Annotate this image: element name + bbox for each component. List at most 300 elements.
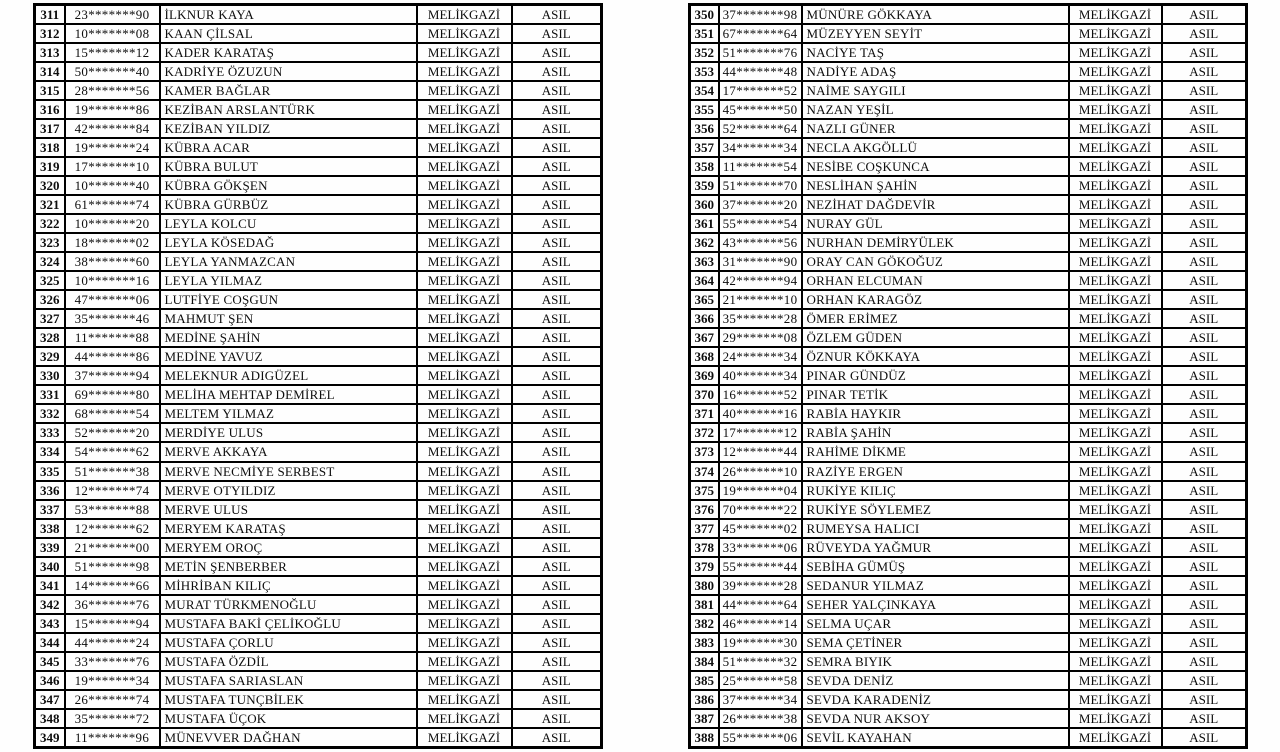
cell-masked-id: 21*******00 bbox=[65, 538, 160, 557]
cell-status: ASIL bbox=[1162, 671, 1247, 690]
cell-district: MELİKGAZİ bbox=[1069, 423, 1162, 442]
cell-status: ASIL bbox=[1162, 233, 1247, 252]
cell-masked-id: 45*******02 bbox=[719, 519, 802, 538]
cell-district: MELİKGAZİ bbox=[417, 576, 512, 595]
cell-district: MELİKGAZİ bbox=[417, 100, 512, 119]
cell-full-name: RABİA ŞAHİN bbox=[802, 423, 1069, 442]
cell-full-name: ÖMER ERİMEZ bbox=[802, 309, 1069, 328]
table-row bbox=[35, 24, 602, 43]
cell-masked-id: 26*******10 bbox=[719, 462, 802, 481]
cell-status: ASIL bbox=[512, 81, 602, 100]
cell-status: ASIL bbox=[512, 62, 602, 81]
cell-full-name: KÜBRA GÜRBÜZ bbox=[160, 195, 417, 214]
cell-row-number: 317 bbox=[35, 119, 65, 138]
cell-row-number: 343 bbox=[35, 614, 65, 633]
cell-masked-id: 12*******62 bbox=[65, 519, 160, 538]
table-row bbox=[35, 500, 602, 519]
cell-row-number: 347 bbox=[35, 690, 65, 709]
cell-masked-id: 10*******40 bbox=[65, 176, 160, 195]
cell-status: ASIL bbox=[512, 328, 602, 347]
table-row bbox=[690, 157, 1247, 176]
cell-status: ASIL bbox=[1162, 385, 1247, 404]
cell-row-number: 370 bbox=[690, 385, 719, 404]
cell-district: MELİKGAZİ bbox=[417, 309, 512, 328]
table-row bbox=[35, 195, 602, 214]
cell-status: ASIL bbox=[512, 252, 602, 271]
cell-district: MELİKGAZİ bbox=[1069, 557, 1162, 576]
cell-row-number: 352 bbox=[690, 43, 719, 62]
cell-district: MELİKGAZİ bbox=[417, 728, 512, 748]
cell-district: MELİKGAZİ bbox=[1069, 404, 1162, 423]
cell-district: MELİKGAZİ bbox=[417, 138, 512, 157]
table-row bbox=[690, 519, 1247, 538]
cell-district: MELİKGAZİ bbox=[417, 709, 512, 728]
cell-row-number: 384 bbox=[690, 652, 719, 671]
cell-full-name: NEZİHAT DAĞDEVİR bbox=[802, 195, 1069, 214]
cell-full-name: MEDİNE ŞAHİN bbox=[160, 328, 417, 347]
cell-status: ASIL bbox=[512, 214, 602, 233]
cell-status: ASIL bbox=[1162, 728, 1247, 748]
table-row bbox=[690, 309, 1247, 328]
cell-district: MELİKGAZİ bbox=[417, 690, 512, 709]
cell-row-number: 365 bbox=[690, 290, 719, 309]
cell-masked-id: 23*******90 bbox=[65, 5, 160, 25]
cell-full-name: PINAR TETİK bbox=[802, 385, 1069, 404]
table-row bbox=[690, 462, 1247, 481]
table-row bbox=[35, 309, 602, 328]
cell-status: ASIL bbox=[512, 671, 602, 690]
cell-masked-id: 26*******74 bbox=[65, 690, 160, 709]
cell-row-number: 336 bbox=[35, 481, 65, 500]
cell-district: MELİKGAZİ bbox=[1069, 633, 1162, 652]
cell-district: MELİKGAZİ bbox=[417, 423, 512, 442]
cell-masked-id: 26*******38 bbox=[719, 709, 802, 728]
cell-district: MELİKGAZİ bbox=[417, 62, 512, 81]
cell-row-number: 385 bbox=[690, 671, 719, 690]
cell-row-number: 312 bbox=[35, 24, 65, 43]
cell-full-name: LEYLA YANMAZCAN bbox=[160, 252, 417, 271]
cell-status: ASIL bbox=[1162, 709, 1247, 728]
roster-table-left-body bbox=[35, 5, 602, 748]
cell-masked-id: 17*******12 bbox=[719, 423, 802, 442]
cell-district: MELİKGAZİ bbox=[1069, 43, 1162, 62]
table-row bbox=[35, 328, 602, 347]
cell-status: ASIL bbox=[1162, 347, 1247, 366]
table-row bbox=[35, 214, 602, 233]
table-row bbox=[690, 81, 1247, 100]
cell-district: MELİKGAZİ bbox=[1069, 519, 1162, 538]
cell-masked-id: 52*******20 bbox=[65, 423, 160, 442]
cell-full-name: MİHRİBAN KILIÇ bbox=[160, 576, 417, 595]
cell-full-name: RAZİYE ERGEN bbox=[802, 462, 1069, 481]
table-row bbox=[35, 252, 602, 271]
cell-row-number: 358 bbox=[690, 157, 719, 176]
cell-row-number: 338 bbox=[35, 519, 65, 538]
cell-row-number: 354 bbox=[690, 81, 719, 100]
cell-status: ASIL bbox=[512, 43, 602, 62]
table-row bbox=[690, 138, 1247, 157]
cell-masked-id: 24*******34 bbox=[719, 347, 802, 366]
cell-district: MELİKGAZİ bbox=[1069, 709, 1162, 728]
cell-full-name: ORAY CAN GÖKOĞUZ bbox=[802, 252, 1069, 271]
table-row bbox=[690, 614, 1247, 633]
table-row bbox=[35, 481, 602, 500]
cell-row-number: 368 bbox=[690, 347, 719, 366]
cell-status: ASIL bbox=[1162, 176, 1247, 195]
cell-status: ASIL bbox=[512, 366, 602, 385]
cell-full-name: RAHİME DİKME bbox=[802, 442, 1069, 461]
table-row bbox=[35, 157, 602, 176]
cell-masked-id: 50*******40 bbox=[65, 62, 160, 81]
cell-full-name: RUMEYSA HALICI bbox=[802, 519, 1069, 538]
cell-status: ASIL bbox=[1162, 5, 1247, 25]
cell-district: MELİKGAZİ bbox=[1069, 119, 1162, 138]
cell-district: MELİKGAZİ bbox=[417, 43, 512, 62]
cell-status: ASIL bbox=[512, 271, 602, 290]
table-row bbox=[690, 119, 1247, 138]
cell-masked-id: 12*******44 bbox=[719, 442, 802, 461]
cell-row-number: 315 bbox=[35, 81, 65, 100]
table-row bbox=[690, 442, 1247, 461]
cell-row-number: 381 bbox=[690, 595, 719, 614]
cell-status: ASIL bbox=[1162, 576, 1247, 595]
table-row bbox=[35, 119, 602, 138]
cell-row-number: 373 bbox=[690, 442, 719, 461]
cell-status: ASIL bbox=[1162, 290, 1247, 309]
cell-full-name: PINAR GÜNDÜZ bbox=[802, 366, 1069, 385]
cell-district: MELİKGAZİ bbox=[417, 481, 512, 500]
cell-row-number: 344 bbox=[35, 633, 65, 652]
cell-masked-id: 70*******22 bbox=[719, 500, 802, 519]
cell-status: ASIL bbox=[512, 423, 602, 442]
cell-masked-id: 51*******70 bbox=[719, 176, 802, 195]
cell-status: ASIL bbox=[1162, 557, 1247, 576]
cell-district: MELİKGAZİ bbox=[1069, 481, 1162, 500]
cell-masked-id: 19*******34 bbox=[65, 671, 160, 690]
cell-masked-id: 14*******66 bbox=[65, 576, 160, 595]
cell-masked-id: 42*******94 bbox=[719, 271, 802, 290]
cell-row-number: 332 bbox=[35, 404, 65, 423]
cell-status: ASIL bbox=[512, 595, 602, 614]
cell-row-number: 342 bbox=[35, 595, 65, 614]
cell-status: ASIL bbox=[1162, 138, 1247, 157]
cell-masked-id: 18*******02 bbox=[65, 233, 160, 252]
cell-full-name: SEVİL KAYAHAN bbox=[802, 728, 1069, 748]
cell-masked-id: 15*******12 bbox=[65, 43, 160, 62]
cell-district: MELİKGAZİ bbox=[1069, 271, 1162, 290]
cell-masked-id: 37*******20 bbox=[719, 195, 802, 214]
table-row bbox=[35, 81, 602, 100]
cell-status: ASIL bbox=[512, 5, 602, 25]
cell-full-name: SEDANUR YILMAZ bbox=[802, 576, 1069, 595]
cell-status: ASIL bbox=[1162, 119, 1247, 138]
cell-row-number: 327 bbox=[35, 309, 65, 328]
cell-status: ASIL bbox=[1162, 519, 1247, 538]
cell-full-name: SELMA UÇAR bbox=[802, 614, 1069, 633]
table-row bbox=[690, 728, 1247, 748]
table-row bbox=[690, 652, 1247, 671]
cell-masked-id: 40*******34 bbox=[719, 366, 802, 385]
table-row bbox=[35, 671, 602, 690]
cell-row-number: 353 bbox=[690, 62, 719, 81]
cell-masked-id: 61*******74 bbox=[65, 195, 160, 214]
table-row bbox=[35, 290, 602, 309]
cell-full-name: KADER KARATAŞ bbox=[160, 43, 417, 62]
cell-full-name: MÜNÜRE GÖKKAYA bbox=[802, 5, 1069, 25]
cell-full-name: SEHER YALÇINKAYA bbox=[802, 595, 1069, 614]
cell-district: MELİKGAZİ bbox=[417, 404, 512, 423]
cell-district: MELİKGAZİ bbox=[417, 462, 512, 481]
cell-full-name: SEMRA BIYIK bbox=[802, 652, 1069, 671]
cell-district: MELİKGAZİ bbox=[417, 119, 512, 138]
cell-full-name: NESLİHAN ŞAHİN bbox=[802, 176, 1069, 195]
table-row bbox=[690, 176, 1247, 195]
cell-full-name: MEDİNE YAVUZ bbox=[160, 347, 417, 366]
cell-masked-id: 19*******30 bbox=[719, 633, 802, 652]
cell-row-number: 316 bbox=[35, 100, 65, 119]
table-row bbox=[35, 385, 602, 404]
cell-district: MELİKGAZİ bbox=[1069, 5, 1162, 25]
cell-status: ASIL bbox=[1162, 195, 1247, 214]
cell-district: MELİKGAZİ bbox=[417, 519, 512, 538]
table-row bbox=[690, 404, 1247, 423]
table-row bbox=[690, 557, 1247, 576]
cell-row-number: 325 bbox=[35, 271, 65, 290]
cell-masked-id: 51*******32 bbox=[719, 652, 802, 671]
cell-status: ASIL bbox=[1162, 43, 1247, 62]
cell-status: ASIL bbox=[512, 557, 602, 576]
cell-status: ASIL bbox=[512, 385, 602, 404]
table-row bbox=[690, 423, 1247, 442]
cell-status: ASIL bbox=[512, 519, 602, 538]
cell-district: MELİKGAZİ bbox=[417, 24, 512, 43]
cell-district: MELİKGAZİ bbox=[417, 252, 512, 271]
cell-status: ASIL bbox=[1162, 309, 1247, 328]
cell-district: MELİKGAZİ bbox=[1069, 233, 1162, 252]
cell-district: MELİKGAZİ bbox=[1069, 728, 1162, 748]
cell-row-number: 331 bbox=[35, 385, 65, 404]
cell-full-name: SEVDA NUR AKSOY bbox=[802, 709, 1069, 728]
cell-district: MELİKGAZİ bbox=[1069, 309, 1162, 328]
cell-full-name: RUKİYE KILIÇ bbox=[802, 481, 1069, 500]
cell-full-name: ORHAN KARAGÖZ bbox=[802, 290, 1069, 309]
table-row bbox=[35, 538, 602, 557]
cell-masked-id: 44*******86 bbox=[65, 347, 160, 366]
cell-row-number: 351 bbox=[690, 24, 719, 43]
table-row bbox=[35, 271, 602, 290]
cell-district: MELİKGAZİ bbox=[1069, 576, 1162, 595]
table-row bbox=[690, 252, 1247, 271]
cell-masked-id: 37*******34 bbox=[719, 690, 802, 709]
cell-district: MELİKGAZİ bbox=[1069, 671, 1162, 690]
cell-row-number: 345 bbox=[35, 652, 65, 671]
cell-district: MELİKGAZİ bbox=[1069, 195, 1162, 214]
table-row bbox=[35, 576, 602, 595]
table-row bbox=[35, 62, 602, 81]
cell-full-name: ORHAN ELCUMAN bbox=[802, 271, 1069, 290]
cell-full-name: LEYLA KÖSEDAĞ bbox=[160, 233, 417, 252]
cell-full-name: SEVDA KARADENİZ bbox=[802, 690, 1069, 709]
cell-district: MELİKGAZİ bbox=[1069, 62, 1162, 81]
table-row bbox=[35, 233, 602, 252]
table-row bbox=[690, 62, 1247, 81]
cell-full-name: KÜBRA GÖKŞEN bbox=[160, 176, 417, 195]
table-row bbox=[35, 423, 602, 442]
cell-status: ASIL bbox=[1162, 481, 1247, 500]
cell-full-name: MUSTAFA ÇORLU bbox=[160, 633, 417, 652]
cell-district: MELİKGAZİ bbox=[1069, 81, 1162, 100]
cell-status: ASIL bbox=[512, 195, 602, 214]
cell-status: ASIL bbox=[512, 462, 602, 481]
cell-full-name: NECLA AKGÖLLÜ bbox=[802, 138, 1069, 157]
cell-row-number: 371 bbox=[690, 404, 719, 423]
cell-masked-id: 45*******50 bbox=[719, 100, 802, 119]
table-row bbox=[35, 176, 602, 195]
cell-status: ASIL bbox=[1162, 423, 1247, 442]
cell-full-name: LEYLA KOLCU bbox=[160, 214, 417, 233]
cell-district: MELİKGAZİ bbox=[417, 652, 512, 671]
cell-masked-id: 33*******76 bbox=[65, 652, 160, 671]
cell-full-name: KEZİBAN YILDIZ bbox=[160, 119, 417, 138]
cell-row-number: 379 bbox=[690, 557, 719, 576]
cell-row-number: 328 bbox=[35, 328, 65, 347]
cell-status: ASIL bbox=[1162, 652, 1247, 671]
cell-full-name: NAZAN YEŞİL bbox=[802, 100, 1069, 119]
cell-masked-id: 19*******24 bbox=[65, 138, 160, 157]
cell-status: ASIL bbox=[1162, 690, 1247, 709]
cell-masked-id: 28*******56 bbox=[65, 81, 160, 100]
cell-status: ASIL bbox=[512, 538, 602, 557]
cell-status: ASIL bbox=[1162, 100, 1247, 119]
cell-row-number: 337 bbox=[35, 500, 65, 519]
cell-district: MELİKGAZİ bbox=[1069, 100, 1162, 119]
table-row bbox=[35, 138, 602, 157]
cell-full-name: RABİA HAYKIR bbox=[802, 404, 1069, 423]
cell-status: ASIL bbox=[1162, 214, 1247, 233]
cell-row-number: 383 bbox=[690, 633, 719, 652]
cell-district: MELİKGAZİ bbox=[1069, 442, 1162, 461]
cell-status: ASIL bbox=[512, 481, 602, 500]
cell-full-name: KAMER BAĞLAR bbox=[160, 81, 417, 100]
cell-row-number: 356 bbox=[690, 119, 719, 138]
cell-full-name: RUKİYE SÖYLEMEZ bbox=[802, 500, 1069, 519]
cell-row-number: 363 bbox=[690, 252, 719, 271]
cell-row-number: 311 bbox=[35, 5, 65, 25]
cell-row-number: 329 bbox=[35, 347, 65, 366]
cell-full-name: MUSTAFA ÖZDİL bbox=[160, 652, 417, 671]
cell-full-name: KAAN ÇİLSAL bbox=[160, 24, 417, 43]
cell-full-name: NAİME SAYGILI bbox=[802, 81, 1069, 100]
cell-masked-id: 15*******94 bbox=[65, 614, 160, 633]
table-row bbox=[690, 100, 1247, 119]
cell-status: ASIL bbox=[512, 576, 602, 595]
cell-masked-id: 68*******54 bbox=[65, 404, 160, 423]
cell-masked-id: 29*******08 bbox=[719, 328, 802, 347]
cell-status: ASIL bbox=[1162, 366, 1247, 385]
table-row bbox=[35, 43, 602, 62]
roster-table-right bbox=[688, 3, 1245, 749]
cell-masked-id: 12*******74 bbox=[65, 481, 160, 500]
cell-status: ASIL bbox=[512, 652, 602, 671]
cell-district: MELİKGAZİ bbox=[417, 214, 512, 233]
cell-full-name: NESİBE COŞKUNCA bbox=[802, 157, 1069, 176]
cell-masked-id: 54*******62 bbox=[65, 442, 160, 461]
cell-masked-id: 17*******52 bbox=[719, 81, 802, 100]
cell-district: MELİKGAZİ bbox=[1069, 176, 1162, 195]
cell-status: ASIL bbox=[1162, 442, 1247, 461]
cell-row-number: 326 bbox=[35, 290, 65, 309]
cell-status: ASIL bbox=[512, 100, 602, 119]
cell-district: MELİKGAZİ bbox=[417, 290, 512, 309]
cell-row-number: 374 bbox=[690, 462, 719, 481]
cell-full-name: MUSTAFA ÜÇOK bbox=[160, 709, 417, 728]
cell-full-name: NURHAN DEMİRYÜLEK bbox=[802, 233, 1069, 252]
cell-status: ASIL bbox=[512, 309, 602, 328]
cell-district: MELİKGAZİ bbox=[417, 81, 512, 100]
cell-status: ASIL bbox=[512, 24, 602, 43]
cell-row-number: 364 bbox=[690, 271, 719, 290]
cell-masked-id: 53*******88 bbox=[65, 500, 160, 519]
table-row bbox=[35, 100, 602, 119]
cell-status: ASIL bbox=[512, 290, 602, 309]
cell-masked-id: 10*******16 bbox=[65, 271, 160, 290]
cell-masked-id: 51*******38 bbox=[65, 462, 160, 481]
cell-district: MELİKGAZİ bbox=[1069, 462, 1162, 481]
table-row bbox=[690, 690, 1247, 709]
cell-status: ASIL bbox=[512, 404, 602, 423]
cell-full-name: LEYLA YILMAZ bbox=[160, 271, 417, 290]
cell-full-name: MERVE ULUS bbox=[160, 500, 417, 519]
cell-row-number: 362 bbox=[690, 233, 719, 252]
cell-full-name: METİN ŞENBERBER bbox=[160, 557, 417, 576]
table-row bbox=[690, 195, 1247, 214]
cell-masked-id: 44*******48 bbox=[719, 62, 802, 81]
cell-district: MELİKGAZİ bbox=[417, 157, 512, 176]
cell-row-number: 380 bbox=[690, 576, 719, 595]
cell-row-number: 361 bbox=[690, 214, 719, 233]
cell-district: MELİKGAZİ bbox=[1069, 538, 1162, 557]
table-row bbox=[690, 233, 1247, 252]
cell-masked-id: 25*******58 bbox=[719, 671, 802, 690]
cell-district: MELİKGAZİ bbox=[1069, 252, 1162, 271]
cell-district: MELİKGAZİ bbox=[1069, 652, 1162, 671]
cell-district: MELİKGAZİ bbox=[1069, 595, 1162, 614]
cell-row-number: 339 bbox=[35, 538, 65, 557]
table-row bbox=[690, 671, 1247, 690]
table-row bbox=[35, 404, 602, 423]
cell-row-number: 349 bbox=[35, 728, 65, 748]
cell-row-number: 318 bbox=[35, 138, 65, 157]
cell-full-name: KÜBRA BULUT bbox=[160, 157, 417, 176]
cell-row-number: 355 bbox=[690, 100, 719, 119]
cell-status: ASIL bbox=[512, 347, 602, 366]
cell-status: ASIL bbox=[1162, 81, 1247, 100]
cell-status: ASIL bbox=[1162, 404, 1247, 423]
cell-row-number: 340 bbox=[35, 557, 65, 576]
cell-masked-id: 35*******46 bbox=[65, 309, 160, 328]
cell-masked-id: 69*******80 bbox=[65, 385, 160, 404]
cell-full-name: SEMA ÇETİNER bbox=[802, 633, 1069, 652]
cell-status: ASIL bbox=[512, 709, 602, 728]
cell-row-number: 341 bbox=[35, 576, 65, 595]
cell-full-name: MERYEM KARATAŞ bbox=[160, 519, 417, 538]
table-row bbox=[35, 519, 602, 538]
cell-full-name: SEBİHA GÜMÜŞ bbox=[802, 557, 1069, 576]
cell-masked-id: 10*******08 bbox=[65, 24, 160, 43]
cell-row-number: 321 bbox=[35, 195, 65, 214]
cell-district: MELİKGAZİ bbox=[417, 500, 512, 519]
table-row bbox=[690, 385, 1247, 404]
